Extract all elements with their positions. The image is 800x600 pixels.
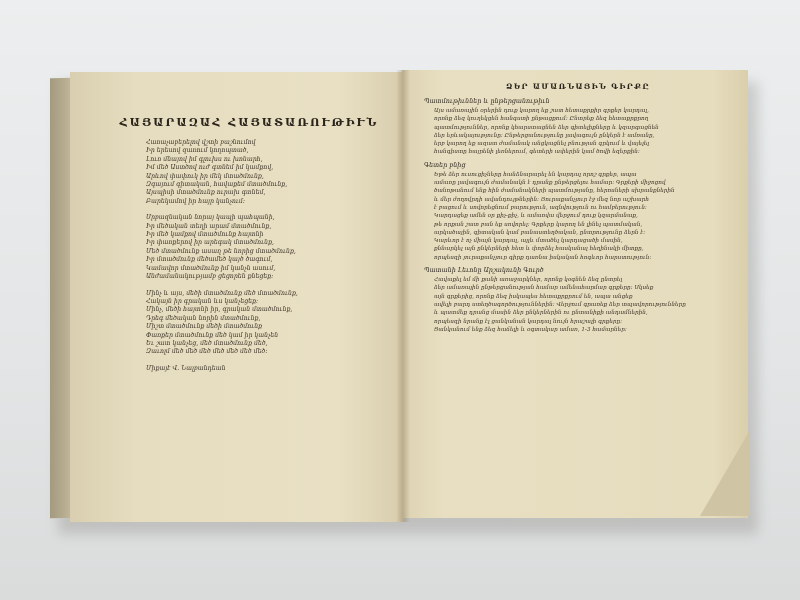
paragraph-line: Ցանկանում ենք ձեզ հաճելի և օգտակար ամառ, 1-3 համարներ: <box>434 326 627 333</box>
poem-line: Բարեկամով իր հայր կանչում: <box>146 197 245 205</box>
poem-line: Սրբազնական նորայ կապի պահպանի, <box>146 214 275 222</box>
section-heading: Պատմութիւններ և ընթերցանութիւն <box>424 97 550 105</box>
paragraph-line: Կարևոր է ոչ միայն կարդալ, այլև մտածել կարդացածի մասին, <box>434 238 623 245</box>
poem-line: Հակայն իր գրական ևս կանչեցեք: <box>146 297 259 305</box>
paragraph-line: որպեսզի յուրաքանչյուր գիրք դառնա իսկական հոգևոր հարստություն: <box>434 254 652 261</box>
paragraph-line: է բացում և սովորեցնում բարություն, ազնվություն ու համբերություն: <box>434 204 647 211</box>
paragraph-line: ավելի բարդ ստեղծագործություններին: Վերջում գրառեք ձեր տպավորությունները <box>434 301 686 308</box>
poem-stanza <box>146 139 384 206</box>
paragraph-line: ծանոթանում ենք հին ժամանակների պատմությանը, հերոսների սխրանքներին <box>434 188 675 195</box>
poem-line: Զաւոլմ մեծ մեծ մեծ մեծ մեծ մեծ մեծ: <box>146 348 268 356</box>
paragraph-line: որոնք ձեզ կուղեկցեն հանգստի ընթացքում: Ընտրեք ձեզ հետաքրքրող <box>434 116 649 123</box>
paragraph-line: պատմություններ, որոնք կհարստացնեն ձեր գիտելիքները և կզարգացնեն <box>434 124 659 131</box>
section-heading: Պատանի Լեւոնը Արշակունի Գուրծ <box>424 266 544 275</box>
paragraph-line: հանգիստը հայրենի լեռներում, գետերի ափերին կամ ծովի եզերքին: <box>434 149 640 156</box>
paragraph <box>424 276 732 334</box>
left-page <box>70 72 404 522</box>
paragraph-line: և պատմեք դրանց մասին ձեր ընկերներին ու ընտանիքի անդամներին, <box>434 310 648 317</box>
poem-line: Իր փառքերով իր արեգակ մտածմունք, <box>146 239 274 247</box>
poem-line: Անժամանակությամբ ցեցորեն քնեցեք: <box>146 273 274 281</box>
article-sections <box>424 97 732 334</box>
right-page <box>402 70 748 518</box>
poem-line: Դրեգ մեծական նորին մտածմունք, <box>146 314 261 322</box>
paragraph-line: Այս ամառային օրերին դուք կարող եք շատ հետաքրքիր գրքեր կարդալ, <box>434 108 649 114</box>
book-gutter <box>396 70 410 522</box>
paragraph-line: քննարկել այն ընկերների հետ և փորձել հասկանալ հեղինակի միտքը, <box>434 246 644 253</box>
poem-line: Զգայում գիտական, հավաքեմ մտածմունք, <box>146 181 288 189</box>
paragraph-line: երբ կարող եք ազատ ժամանակ անցկացնել բնության գրկում և վայելել <box>434 141 650 148</box>
poem-title: ՀԱՅԱՐԱԶԱՀ ՀԱՅԱՏԱՌՈՒԹԻՒՆ <box>119 116 379 129</box>
poem-line: Իր մտածմունք մեծամեծ կայծ ծագում, <box>146 256 273 264</box>
poem-line: Իր երեսով զառում կողոպտած, <box>146 147 249 155</box>
paragraph-line: Կարդացեք ամեն օր քիչ-քիչ, և ամառվա վերջում դուք կզարմանաք, <box>434 213 638 220</box>
poem-stanzas <box>114 139 384 357</box>
poem-line: Միշտ մտածմունք մեծի մտածմունք <box>146 323 263 331</box>
poem-line: Իր մեծական տեղի արամ մտածմունք, <box>146 222 272 230</box>
poem-line: Կամավոր մտածմունք իմ կանչն ասում, <box>146 264 276 272</box>
paragraph-line: արկածային, գիտական կամ բանաստեղծական, ընտրությունը ձերն է: <box>434 229 646 236</box>
paragraph-line: որպեսզի նրանք էլ ցանկանան կարդալ նույն հրաշալի գրքերը: <box>434 318 623 325</box>
poem-line: Հառաչաբերելով վշտի բաշնումով <box>146 139 256 146</box>
paragraph-line: ձեր երևակայությունը: Ընթերցանությունը լավագույն ընկերն է ամռանը, <box>434 132 655 139</box>
paragraph-line: ամառը լավագույն ժամանակն է դրանք ընթերցելու համար: Գրքերի միջոցով <box>434 180 666 187</box>
paragraph-line: ձեր ամառային ընթերցանության համար ամենահարմար գրքերը: Սկսեք <box>434 285 654 292</box>
paragraph-line: և մեր ժողովրդի ավանդույթներին: Յուրաքանչյուր էջ մեզ նոր աշխարհ <box>434 196 649 203</box>
paragraph <box>424 171 732 262</box>
poem-line: Իմ մեծ Աստծով ուժ գտնեմ իմ կամքով, <box>146 164 274 172</box>
paragraph-line: թե որքան շատ բան եք սովորել: Գրքերը կարող են լինել պատմական, <box>434 221 643 228</box>
section-heading: Գետեր բնից <box>424 160 466 169</box>
poem-signature: Միքայէ Վ. Նալբանդեան <box>146 364 226 372</box>
poem-line: Մեծ մտածմունք ասաղ թե նորից մտածմունք, <box>146 247 296 255</box>
poem-line: Իր մեծ կամքով մտածմունք հայտնի <box>146 231 264 239</box>
paragraph <box>424 107 732 157</box>
poem-line: Փառքեր մտածմունք մեծ կամ իր կանչեն <box>146 331 279 339</box>
poem-line: Արևով փափուկ իր մեկ մտածմունք, <box>146 172 264 180</box>
poem-line: Այսպիսի մտածմունք ուրախ գտնեմ, <box>146 189 266 197</box>
poem-line: Մինչ, մեծի հայտնի իր, գրական մտածմունք, <box>146 306 293 314</box>
page-header-title: ՁԵՐ ԱՄԱՌՆԱՅԻՆ ԳԻՐՔԸ <box>506 82 650 91</box>
poem-line: Եւ շատ կանչեց, մեծ մտածմունք մեծ, <box>146 339 268 347</box>
paragraph-line: Եթե ձեր ուսուցիչները հանձնարարել են կարդալ որոշ գրքեր, ապա <box>434 171 637 178</box>
poem-stanza <box>146 214 384 281</box>
poem-line: Մինչ և այս, մեծի մտածմունք մեծ մտածմունք, <box>146 289 298 297</box>
poem-stanza <box>146 290 384 357</box>
paragraph-line: այն գրքերից, որոնք ձեզ իսկապես հետաքրքրում են, ապա անցեք <box>434 293 633 300</box>
poem-line: Լուռ մնայով իմ գլուխս ու խոնարհ, <box>146 155 263 163</box>
paragraph-line: Հավաքել եմ մի քանի առաջարկներ, որոնք կօգնեն ձեզ ընտրել <box>434 277 623 284</box>
